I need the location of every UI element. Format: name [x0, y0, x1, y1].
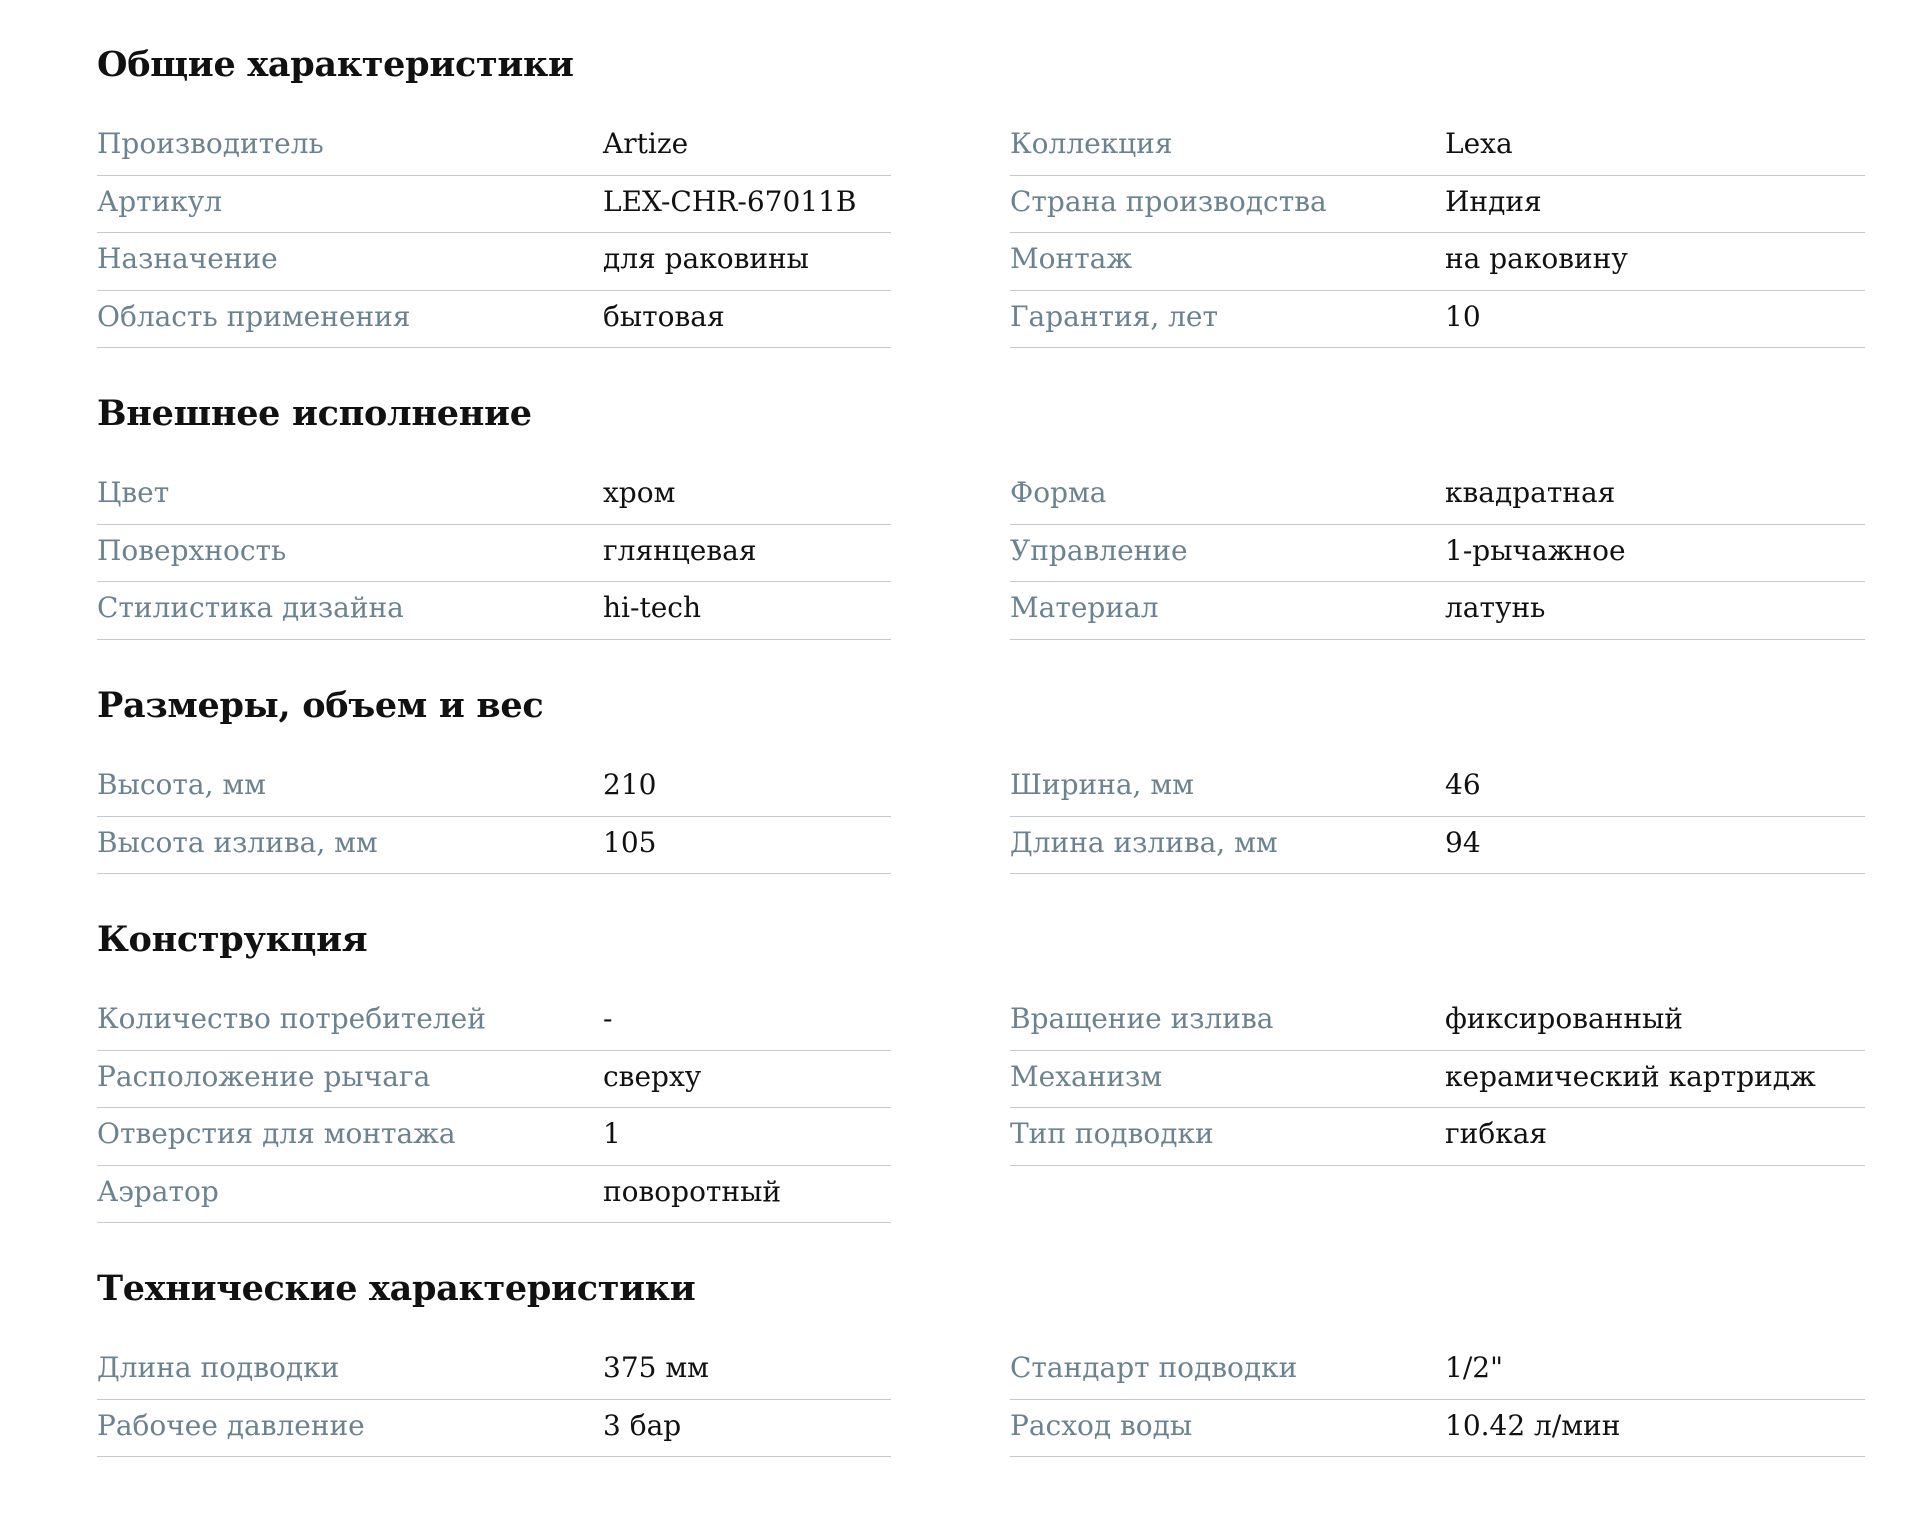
spec-row — [97, 1400, 891, 1458]
spec-column-right — [1010, 1342, 1865, 1457]
spec-label: Длина подводки — [97, 1351, 340, 1384]
spec-row — [97, 118, 891, 176]
spec-row — [97, 993, 891, 1051]
spec-label: Форма — [1010, 476, 1107, 509]
spec-row — [1010, 525, 1865, 583]
spec-row — [1010, 291, 1865, 349]
spec-row — [1010, 1051, 1865, 1109]
section-technical — [97, 1268, 1865, 1442]
spec-value: 375 мм — [603, 1351, 709, 1384]
spec-label: Страна производства — [1010, 184, 1327, 218]
spec-label: Артикул — [97, 184, 223, 218]
spec-row — [97, 817, 891, 875]
spec-value: поворотный — [603, 1174, 782, 1208]
spec-row — [1010, 176, 1865, 234]
spec-value: Artize — [603, 127, 689, 160]
spec-label: Стилистика дизайна — [97, 591, 404, 624]
spec-label: Область применения — [97, 299, 411, 333]
spec-label: Аэратор — [97, 1174, 219, 1208]
section-general — [97, 44, 1865, 333]
spec-value: 210 — [603, 768, 657, 801]
spec-value: фиксированный — [1445, 1002, 1683, 1035]
spec-value: 10.42 л/мин — [1445, 1408, 1621, 1442]
spec-value: 3 бар — [603, 1408, 682, 1442]
spec-label: Количество потребителей — [97, 1002, 486, 1035]
spec-label: Механизм — [1010, 1059, 1163, 1093]
spec-row — [97, 176, 891, 234]
spec-value: 94 — [1445, 825, 1481, 859]
spec-row — [97, 467, 891, 525]
spec-row — [1010, 1342, 1865, 1400]
spec-value: гибкая — [1445, 1117, 1548, 1150]
spec-value: 1/2" — [1445, 1351, 1503, 1384]
spec-row — [1010, 467, 1865, 525]
spec-column-left — [97, 467, 891, 640]
spec-label: Высота, мм — [97, 768, 266, 801]
spec-value: 1 — [603, 1117, 621, 1150]
spec-column-right — [1010, 993, 1865, 1166]
section-title: Внешнее исполнение — [97, 393, 532, 434]
spec-row — [1010, 1400, 1865, 1458]
spec-value: hi-tech — [603, 591, 701, 624]
section-title: Технические характеристики — [97, 1268, 696, 1309]
spec-label: Монтаж — [1010, 242, 1133, 275]
spec-value: 105 — [603, 825, 657, 859]
spec-row — [97, 291, 891, 349]
spec-row — [1010, 993, 1865, 1051]
spec-label: Стандарт подводки — [1010, 1351, 1298, 1384]
spec-row — [97, 525, 891, 583]
spec-row — [97, 1342, 891, 1400]
spec-label: Управление — [1010, 533, 1188, 567]
spec-row — [97, 1166, 891, 1224]
spec-row — [1010, 759, 1865, 817]
spec-row — [97, 759, 891, 817]
spec-value: 1-рычажное — [1445, 533, 1626, 567]
spec-row — [1010, 817, 1865, 875]
spec-column-left — [97, 1342, 891, 1457]
spec-row — [97, 1051, 891, 1109]
spec-label: Ширина, мм — [1010, 768, 1194, 801]
spec-value: керамический картридж — [1445, 1059, 1816, 1093]
spec-row — [97, 582, 891, 640]
section-title: Общие характеристики — [97, 44, 574, 85]
spec-column-left — [97, 993, 891, 1223]
spec-value: квадратная — [1445, 476, 1616, 509]
spec-value: LEX-CHR-67011B — [603, 184, 857, 218]
spec-value: Lexa — [1445, 127, 1513, 160]
spec-row — [97, 1108, 891, 1166]
spec-column-left — [97, 759, 891, 874]
spec-value: Индия — [1445, 184, 1542, 218]
section-title: Конструкция — [97, 919, 368, 960]
section-appearance — [97, 393, 1865, 624]
spec-value: бытовая — [603, 299, 725, 333]
spec-row — [97, 233, 891, 291]
spec-value: - — [603, 1002, 613, 1035]
spec-column-left — [97, 118, 891, 348]
spec-value: 46 — [1445, 768, 1481, 801]
spec-label: Вращение излива — [1010, 1002, 1274, 1035]
spec-label: Назначение — [97, 242, 278, 275]
spec-label: Поверхность — [97, 533, 287, 567]
spec-label: Производитель — [97, 127, 324, 160]
spec-row — [1010, 582, 1865, 640]
spec-column-right — [1010, 759, 1865, 874]
spec-label: Гарантия, лет — [1010, 299, 1218, 333]
section-construction — [97, 919, 1865, 1208]
spec-column-right — [1010, 467, 1865, 640]
spec-row — [1010, 1108, 1865, 1166]
spec-row — [1010, 118, 1865, 176]
spec-label: Расположение рычага — [97, 1059, 431, 1093]
spec-value: для раковины — [603, 242, 809, 275]
spec-label: Коллекция — [1010, 127, 1173, 160]
spec-label: Длина излива, мм — [1010, 825, 1278, 859]
section-title: Размеры, объем и вес — [97, 685, 544, 726]
spec-label: Высота излива, мм — [97, 825, 378, 859]
spec-label: Материал — [1010, 591, 1159, 624]
spec-label: Рабочее давление — [97, 1408, 365, 1442]
spec-label: Цвет — [97, 476, 170, 509]
spec-value: латунь — [1445, 591, 1546, 624]
spec-column-right — [1010, 118, 1865, 348]
spec-label: Отверстия для монтажа — [97, 1117, 456, 1150]
spec-value: 10 — [1445, 299, 1481, 333]
spec-value: на раковину — [1445, 242, 1628, 275]
spec-value: сверху — [603, 1059, 702, 1093]
spec-label: Тип подводки — [1010, 1117, 1214, 1150]
spec-value: хром — [603, 476, 676, 509]
spec-value: глянцевая — [603, 533, 757, 567]
spec-label: Расход воды — [1010, 1408, 1193, 1442]
section-dimensions — [97, 685, 1865, 859]
spec-row — [1010, 233, 1865, 291]
